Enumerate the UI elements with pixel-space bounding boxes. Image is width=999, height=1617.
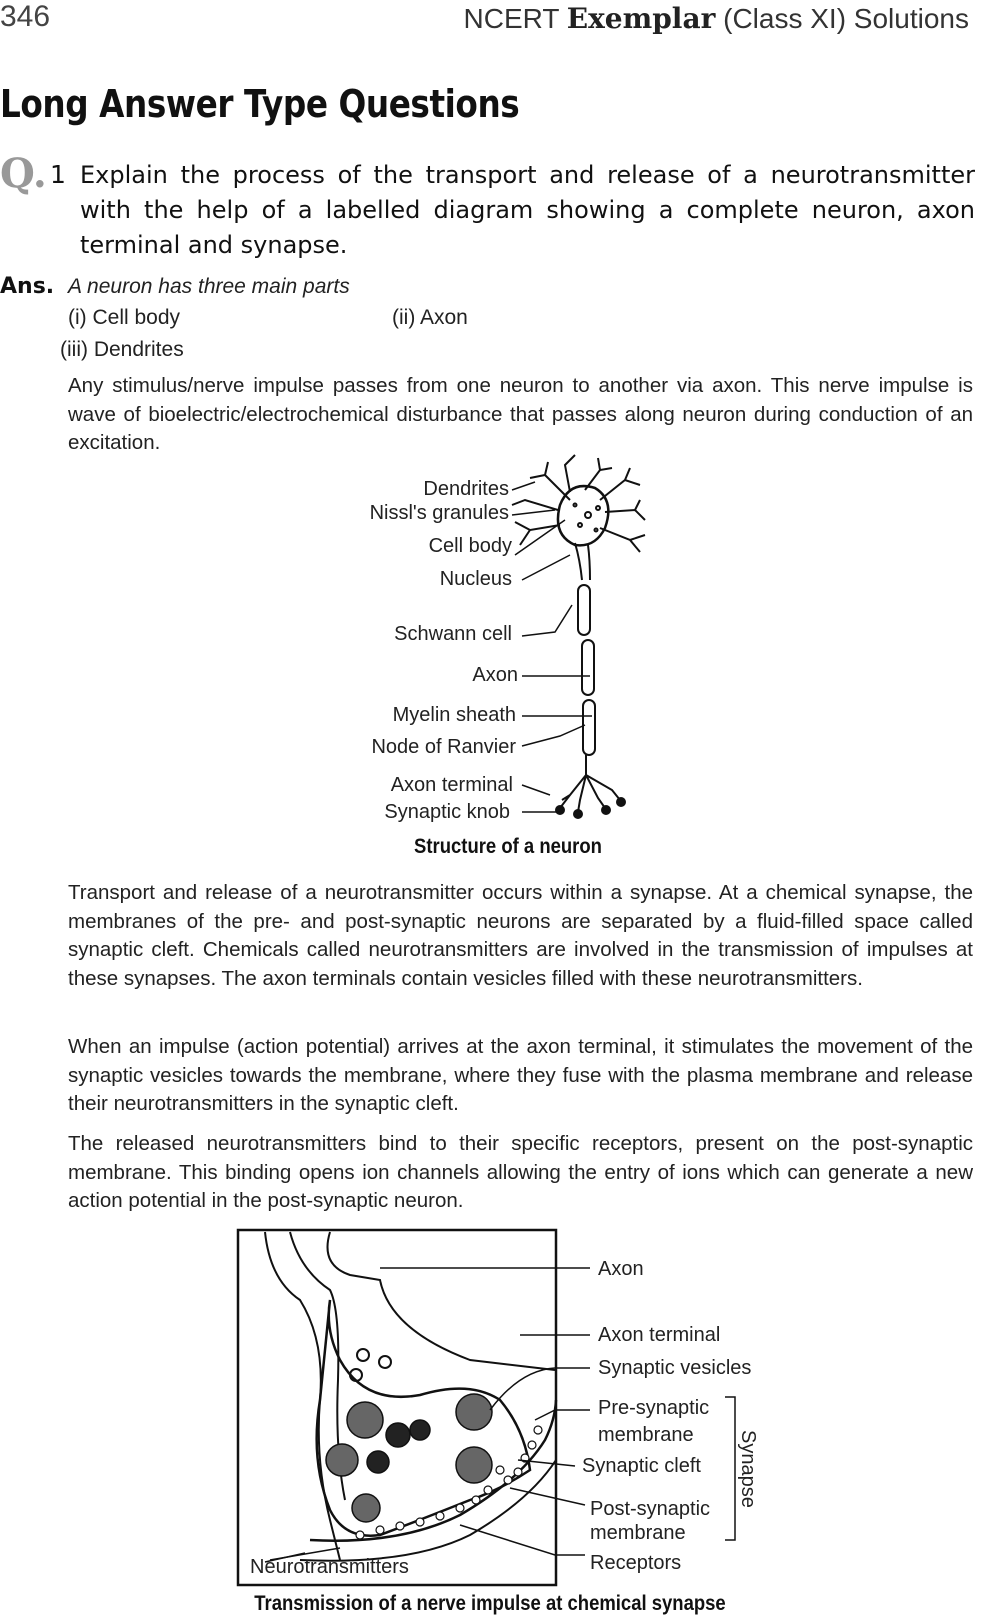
section-title: Long Answer Type Questions <box>0 82 520 126</box>
label-myelin-sheath: Myelin sheath <box>392 704 516 726</box>
label-synaptic-knob: Synaptic knob <box>384 801 510 823</box>
syn-label-synaptic-cleft: Synaptic cleft <box>582 1455 701 1477</box>
part-dendrites: (iii) Dendrites <box>60 338 184 361</box>
answer-label: Ans. <box>0 274 55 299</box>
part-axon: (ii) Axon <box>392 306 468 329</box>
paragraph-impulse: When an impulse (action potential) arrives at the axon terminal, it stimulates the movement of the synaptic vesicles towards the membrane, where they fuse with the plasma membrane and release their neurotransmitters in the synaptic cleft. <box>68 1035 973 1115</box>
question-mark: Q. <box>0 150 47 197</box>
question-text: Explain the process of the transport and release of a neurotransmitter with the help of a labelled diagram showing a complete neuron, axon terminal and synapse. <box>80 161 975 259</box>
synapse-caption: Transmission of a nerve impulse at chemical synapse <box>254 1592 726 1615</box>
part-cell-body: (i) Cell body <box>68 306 181 329</box>
syn-label-synaptic-vesicles: Synaptic vesicles <box>598 1357 752 1379</box>
label-nucleus: Nucleus <box>439 568 512 590</box>
syn-label-post-synaptic: Post-synaptic <box>590 1498 711 1520</box>
syn-label-axon: Axon <box>598 1258 644 1280</box>
page-number: 346 <box>0 0 51 33</box>
syn-label-axon-terminal: Axon terminal <box>598 1324 721 1346</box>
label-axon-terminal: Axon terminal <box>390 774 513 796</box>
label-axon: Axon <box>472 664 518 686</box>
question-number: 1 <box>50 160 66 189</box>
label-nissls-granules: Nissl's granules <box>369 502 509 524</box>
label-node-of-ranvier: Node of Ranvier <box>371 736 516 758</box>
label-dendrites: Dendrites <box>423 478 509 500</box>
syn-label-membrane-2: membrane <box>590 1522 686 1544</box>
syn-label-receptors: Receptors <box>590 1552 682 1574</box>
label-schwann-cell: Schwann cell <box>394 623 512 645</box>
book-suffix: (Class XI) Solutions <box>723 3 969 34</box>
answer-intro: A neuron has three main parts <box>68 275 350 298</box>
book-emph: Exemplar <box>566 2 716 35</box>
paragraph-receptors: The released neurotransmitters bind to their specific receptors, present on the post-synaptic membrane. This binding opens ion channels allowing the entry of ions which can generate a new action potential in the post-synaptic neuron. <box>68 1132 973 1212</box>
syn-label-neurotransmitters: Neurotransmitters <box>250 1556 409 1578</box>
paragraph-stimulus: Any stimulus/nerve impulse passes from one neuron to another via axon. This nerve impulse is wave of bioelectric/electrochemical disturbance that passes along neuron during conduction of an excitation. <box>68 374 973 454</box>
label-cell-body: Cell body <box>428 535 512 557</box>
syn-label-pre-synaptic: Pre-synaptic <box>598 1397 710 1419</box>
syn-label-synapse: Synapse <box>737 1430 759 1508</box>
paragraph-transport: Transport and release of a neurotransmitter occurs within a synapse. At a chemical synapse, the membranes of the pre- and post-synaptic neurons are separated by a fluid-filled space called synaptic cleft. Chemicals called neurotransmitters are involved in the transmission of impulses at these synapses. The axon terminals contain vesicles filled with these neurotransmitters. <box>68 881 973 990</box>
book-prefix: NCERT <box>463 3 559 34</box>
neuron-caption: Structure of a neuron <box>414 835 602 858</box>
syn-label-membrane-1: membrane <box>598 1424 694 1446</box>
